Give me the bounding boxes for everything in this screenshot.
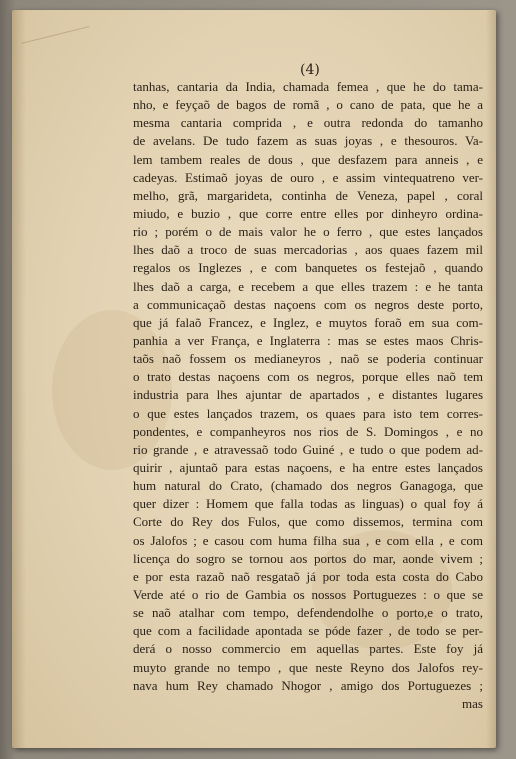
text-line: o trato destas naçoens com os negros, porque elles naõ tem (133, 369, 483, 385)
text-line: o que estes lançados trazem, os quaes para isto tem corres- (133, 405, 483, 421)
text-line: a communicaçaõ destas naçoens com os negros deste porto, (133, 296, 483, 312)
text-line: muyto grande no tempo , que neste Reyno dos Jalofos rey- (133, 659, 483, 675)
text-line: melho, grã, margarideta, continha de Veneza, papel , coral (133, 187, 483, 203)
text-line: rio ; porém o de mais valor he o ferro , que estes lançados (133, 224, 483, 240)
text-line: industria para lhes ajuntar de apartados , e distantes lugares (133, 387, 483, 403)
catchword: mas (462, 695, 483, 711)
text-line: Corte do Rey dos Fulos, que como dissemos, termina com (133, 514, 483, 530)
text-line: derá o nosso commercio em aquellas partes. Este foy já (133, 641, 483, 657)
text-line: quer dizer : Homem que falla todas as linguas) o qual foy á (133, 496, 483, 512)
text-line: quirir , ajuntaõ para estas naçoens, e ha entre estes lançados (133, 459, 483, 475)
text-line: os Jalofos ; e casou com huma filha sua , e com ella , e com (133, 532, 483, 548)
page-shadow-right (486, 10, 496, 748)
text-line: panhia a ver França, e Inglaterra : mas se estes maos Chris- (133, 332, 483, 348)
text-line: mesma cantaria comprida , e outra redonda do tamanho (133, 115, 483, 131)
text-line: lhes daõ a troco de suas mercadorias , aos quaes fazem mil (133, 242, 483, 258)
text-line: tanhas, cantaria da India, chamada femea , que he do tama- (133, 79, 483, 94)
body-text (133, 78, 483, 713)
text-line: pondentes, e companheyros nos rios de S. Domingos , e no (133, 423, 483, 439)
page-number: (4) (300, 62, 320, 78)
text-line: nava hum Rey chamado Nhogor , amigo dos Portuguezes ; (133, 677, 483, 693)
text-line: de avelans. De tudo fazem as suas joyas , e thesouros. Va- (133, 133, 483, 149)
text-line: se naõ atalhar com tempo, defendendolhe o porto,e o trato, (133, 605, 483, 621)
text-line: nho, e feyçaõ de bagos de romã , o cano de pata, que he a (133, 97, 483, 113)
text-line: Verde até o rio de Gambia os nossos Portuguezes : o que se (133, 586, 483, 602)
text-line: lem tambem reales de dous , que desfazem para anneis , e (133, 151, 483, 167)
text-line: que já falaõ Francez, e Inglez, e muytos foraõ em sua com- (133, 314, 483, 330)
text-line: miudo, e buzio , que corre entre elles por dinheyro ordina- (133, 205, 483, 221)
page-shadow-left (12, 10, 26, 748)
text-line: que com a facilidade apontada se póde fazer , de todo se per- (133, 623, 483, 639)
text-line: regalos os Inglezes , e com banquetes os festejaõ , quando (133, 260, 483, 276)
text-line: e por esta razaõ naõ resgataõ já por toda esta costa do Cabo (133, 568, 483, 584)
text-line: hum natural do Crato, (chamado dos negros Ganagoga, que (133, 478, 483, 494)
text-line: lhes daõ a carga, e recebem a que elles trazem : e he tanta (133, 278, 483, 294)
page-fold-crease (21, 26, 96, 73)
text-line: taõs naõ fossem os medianeyros , naõ se poderia continuar (133, 351, 483, 367)
text-line: rio grande , e atravessaõ todo Guiné , e tudo o que podem ad- (133, 441, 483, 457)
text-line: licença do sogro se tornou aos portos do mar, aonde vivem ; (133, 550, 483, 566)
text-line: cadeyas. Estimaõ joyas de ouro , e assim vintequatreno ver- (133, 169, 483, 185)
